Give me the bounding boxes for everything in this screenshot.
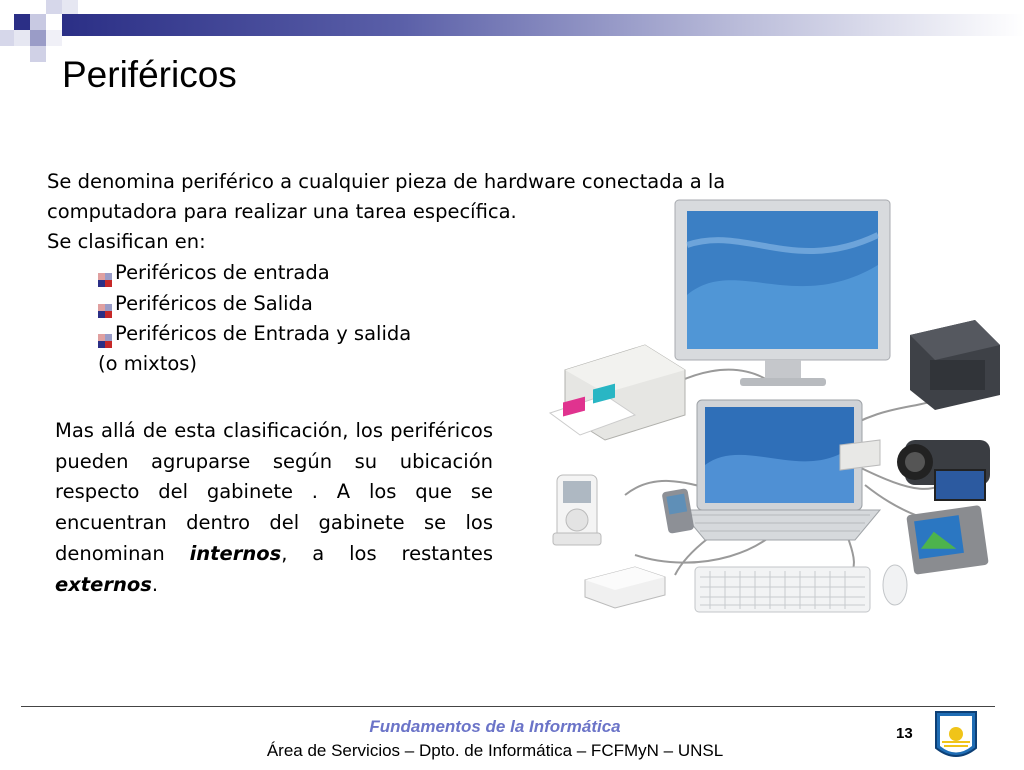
externos-term: externos xyxy=(55,572,152,596)
university-logo xyxy=(932,708,980,766)
decor-square xyxy=(62,0,78,14)
mouse-icon xyxy=(883,565,907,605)
mini-computer-icon xyxy=(585,567,665,608)
bullet-label: Periféricos de Salida xyxy=(115,291,313,315)
bullet-list xyxy=(98,258,411,350)
intro-text: Se denomina periférico a cualquier pieza de hardware conectada a la computadora para realizar una tarea específica. xyxy=(47,170,726,223)
detail-text: . xyxy=(151,572,159,596)
bullet-continuation: (o mixtos) xyxy=(98,352,198,375)
video-camera-icon xyxy=(897,440,990,500)
keyboard-icon xyxy=(695,567,870,612)
peripherals-image xyxy=(535,195,1015,620)
decor-square xyxy=(46,0,62,14)
decor-square xyxy=(0,30,14,46)
decor-square xyxy=(46,30,62,46)
list-item xyxy=(98,258,411,289)
bullet-label: Periféricos de Entrada y salida xyxy=(115,322,412,346)
decor-square xyxy=(14,14,30,30)
internos-term: internos xyxy=(189,541,282,565)
department-name: Área de Servicios – Dpto. de Informática – FCFMyN – UNSL xyxy=(266,741,724,760)
digital-camera-icon xyxy=(906,505,989,575)
laptop-icon xyxy=(680,400,880,540)
bullet-label: Periféricos de entrada xyxy=(115,261,330,285)
decor-square xyxy=(14,30,30,46)
printer-icon xyxy=(550,345,685,440)
detail-paragraph xyxy=(55,416,493,600)
scanner-icon xyxy=(910,320,1000,410)
list-item xyxy=(98,319,411,350)
title-bar xyxy=(62,14,1024,36)
slide-title: Periféricos xyxy=(62,54,237,95)
decor-square xyxy=(30,46,46,62)
detail-text: , a los restantes xyxy=(281,541,493,565)
ipod-icon xyxy=(553,475,601,545)
bullet-icon xyxy=(98,327,112,341)
page-number: 13 xyxy=(896,725,913,742)
bullet-icon xyxy=(98,297,112,311)
pda-icon xyxy=(662,488,695,534)
bullet-icon xyxy=(98,266,112,280)
course-name: Fundamentos de la Informática xyxy=(369,717,621,736)
footer-divider xyxy=(21,706,995,707)
classification-intro: Se clasifican en: xyxy=(47,230,206,253)
list-item xyxy=(98,289,411,320)
router-icon xyxy=(840,440,880,470)
decor-square xyxy=(30,14,46,30)
detail-text: Mas allá de esta clasificación, los periféricos pueden agruparse según su ubicación respecto del gabinete . A los que se encuentran dentro del gabinete se los denominan xyxy=(55,419,493,565)
monitor-icon xyxy=(675,200,890,386)
decor-square xyxy=(30,30,46,46)
